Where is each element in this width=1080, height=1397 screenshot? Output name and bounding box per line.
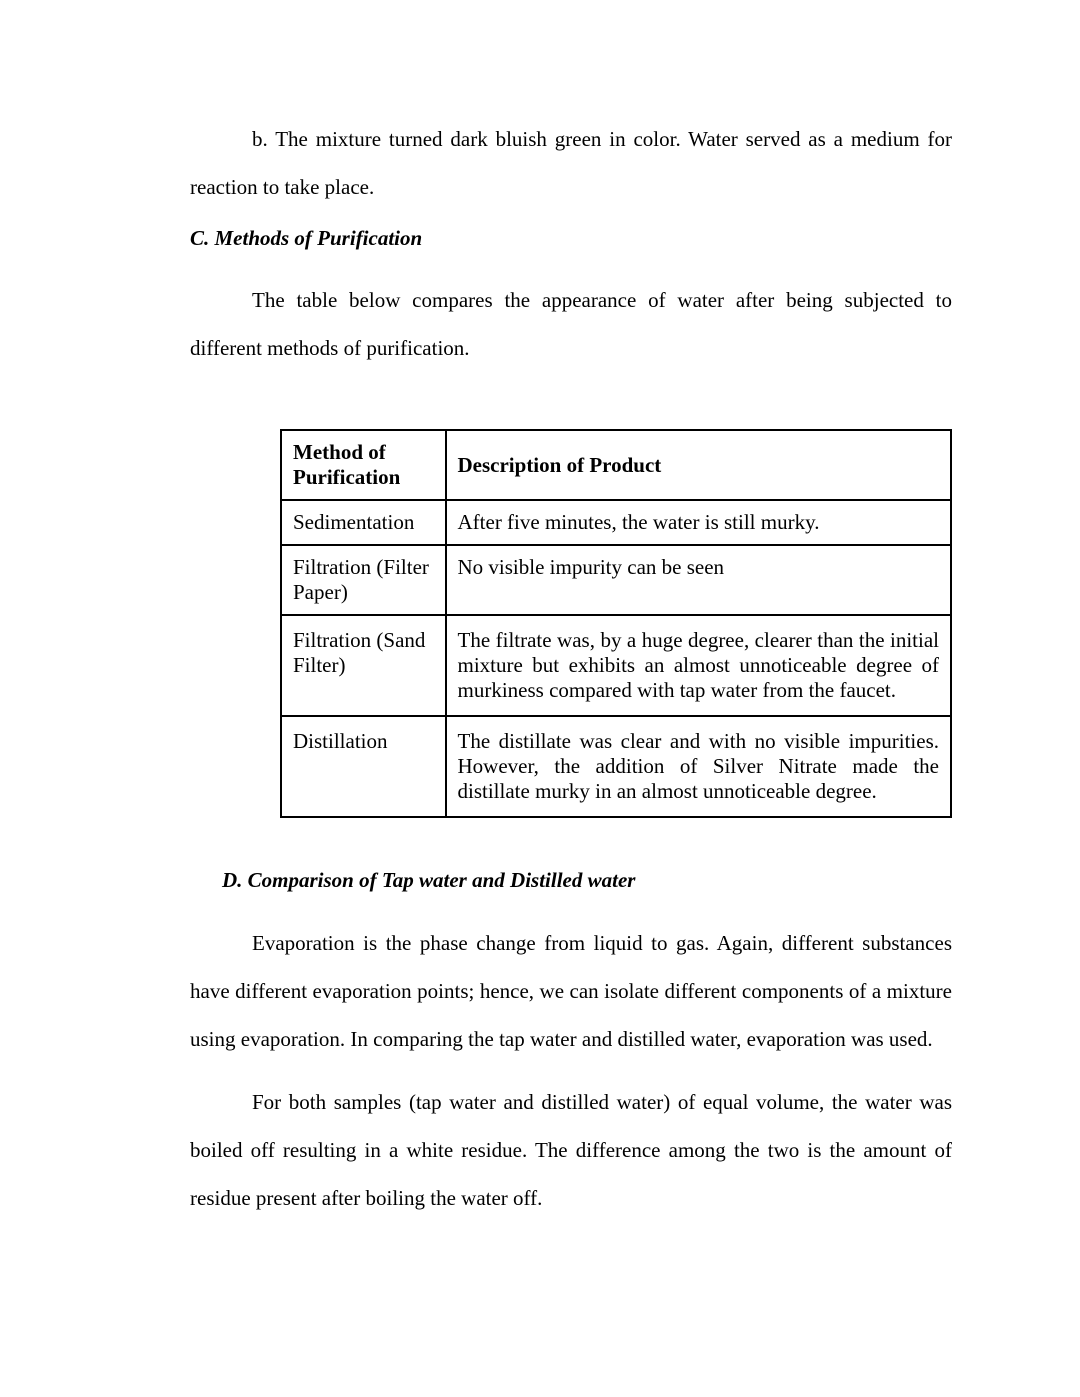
cell-description-filtration-filter-paper: No visible impurity can be seen [446, 545, 952, 615]
cell-method-distillation: Distillation [281, 716, 446, 817]
paragraph-evaporation: Evaporation is the phase change from liquid to gas. Again, different substances have different evaporation points; hence, we can isolate different components of a mixture using evaporation. In comparing the tap water and distilled water, evaporation was used. [190, 931, 952, 1051]
cell-method-filtration-filter-paper: Filtration (Filter Paper) [281, 545, 446, 615]
cell-description-distillation: The distillate was clear and with no visible impurities. However, the addition of Silver Nitrate made the distillate murky in an almost unnoticeable degree. [446, 716, 952, 817]
paragraph-table-intro: The table below compares the appearance of water after being subjected to different methods of purification. [190, 288, 952, 360]
table-header-row [281, 430, 951, 500]
heading-comparison-tap-distilled: D. Comparison of Tap water and Distilled water [222, 868, 636, 892]
paragraph-mixture-observation: b. The mixture turned dark bluish green in color. Water served as a medium for reaction to take place. [190, 127, 952, 199]
header-description-of-product: Description of Product [446, 430, 952, 500]
purification-table [280, 429, 952, 818]
cell-description-sedimentation: After five minutes, the water is still murky. [446, 500, 952, 545]
heading-methods-of-purification: C. Methods of Purification [190, 226, 423, 250]
cell-description-filtration-sand-filter: The filtrate was, by a huge degree, clearer than the initial mixture but exhibits an almost unnoticeable degree of murkiness compared with tap water from the faucet. [446, 615, 952, 716]
cell-method-sedimentation: Sedimentation [281, 500, 446, 545]
table-row-sedimentation [281, 500, 951, 545]
paragraph-samples-residue: For both samples (tap water and distilled water) of equal volume, the water was boiled off resulting in a white residue. The difference among the two is the amount of residue present after boiling the water off. [190, 1090, 952, 1210]
table-row-filtration-filter-paper [281, 545, 951, 615]
table-row-filtration-sand-filter [281, 615, 951, 716]
table-row-distillation [281, 716, 951, 817]
cell-method-filtration-sand-filter: Filtration (Sand Filter) [281, 615, 446, 716]
header-method-of-purification: Method of Purification [281, 430, 446, 500]
